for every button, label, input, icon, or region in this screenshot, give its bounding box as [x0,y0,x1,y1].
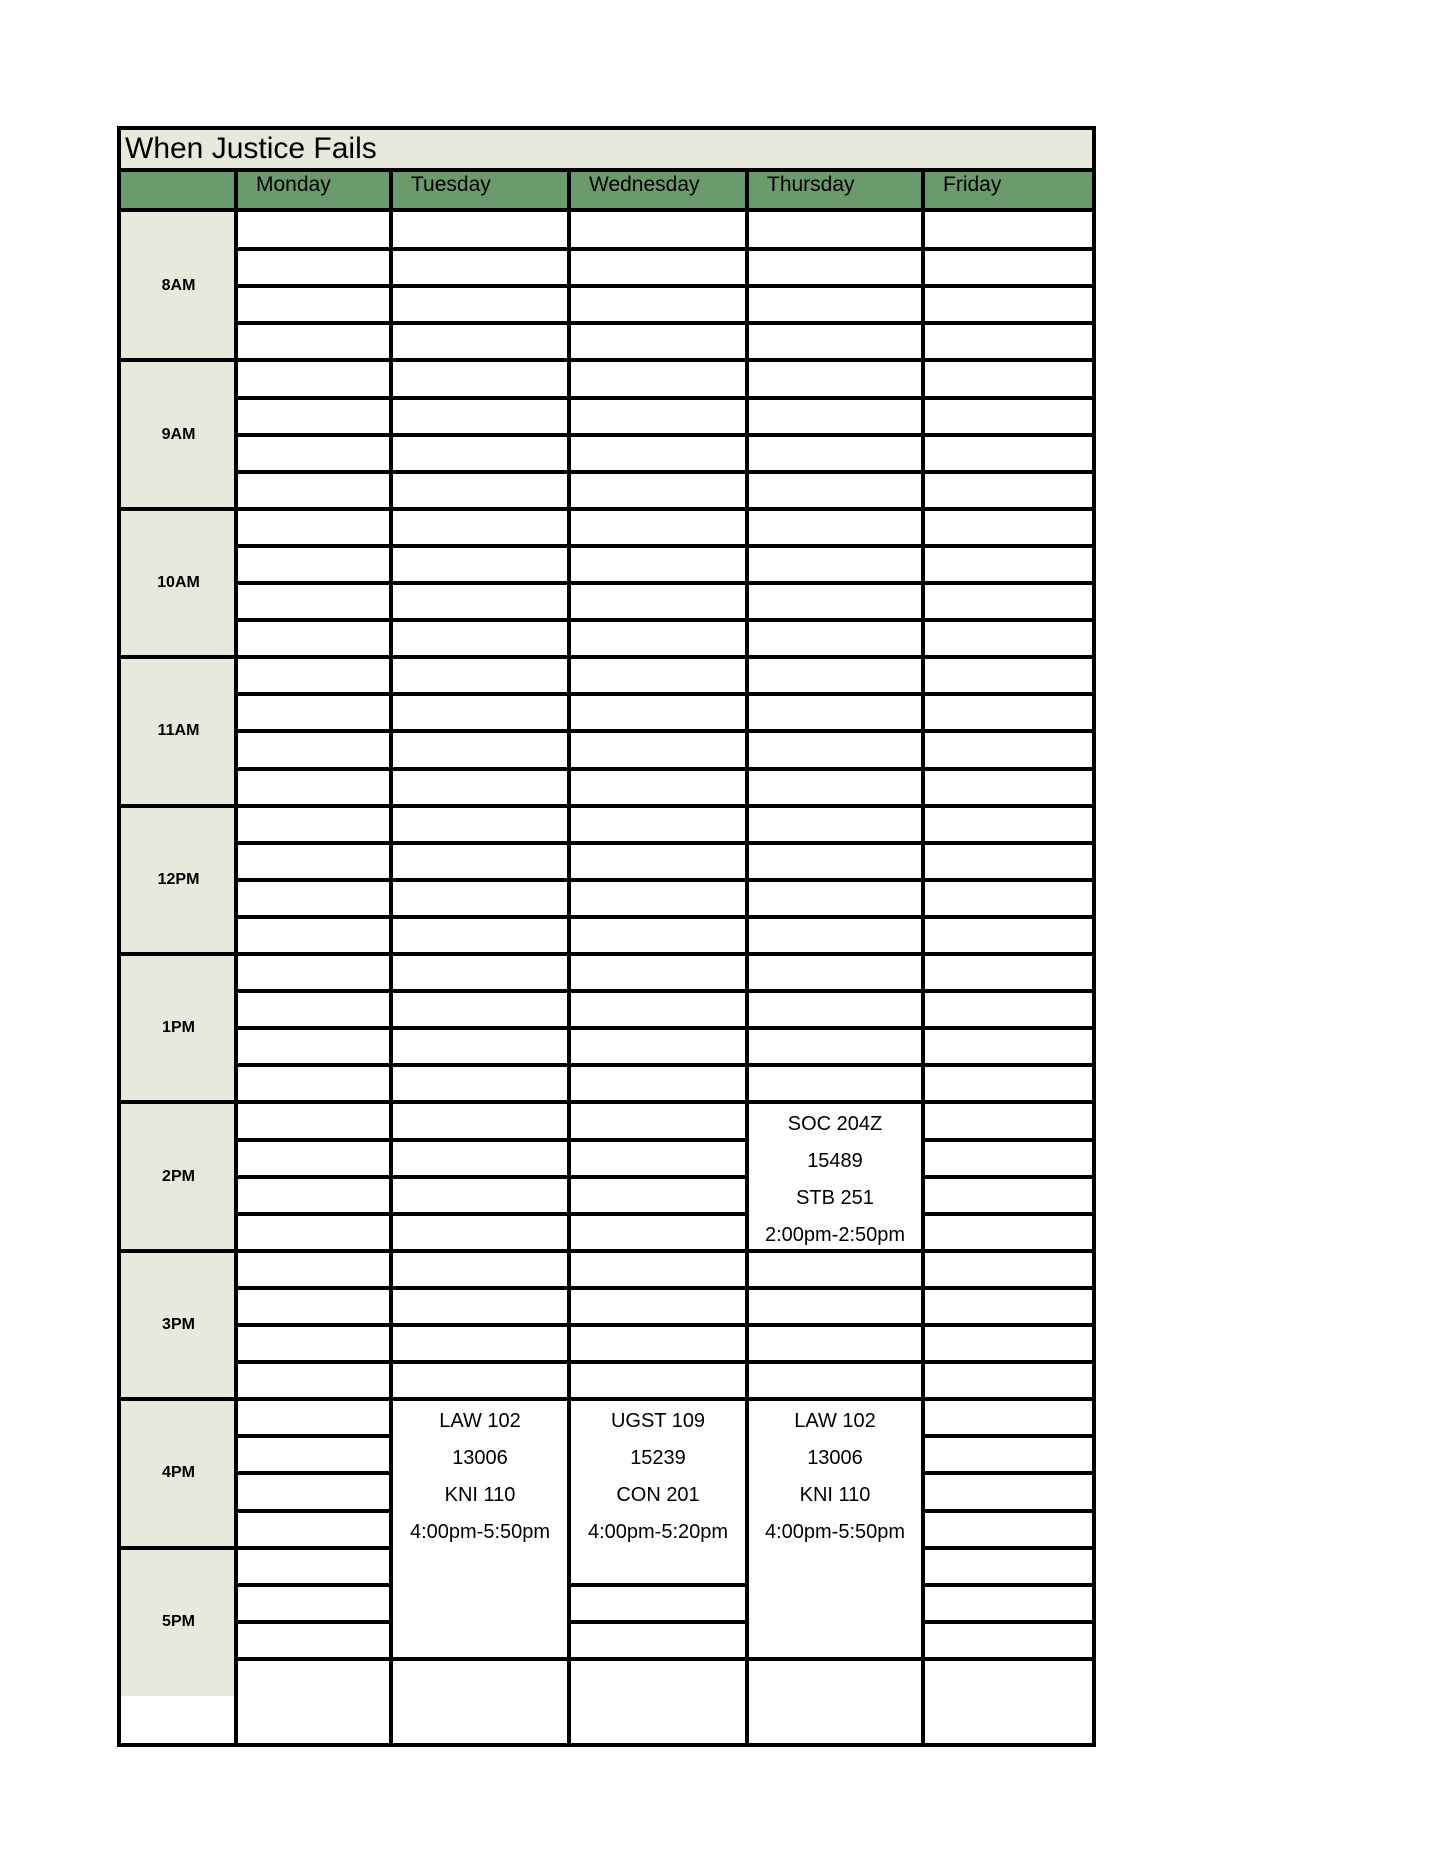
class-block-line: CON 201 [616,1484,700,1507]
time-label-8am: 8AM [121,212,236,360]
slot-divider [236,1657,1092,1661]
class-block-line: KNI 110 [799,1484,871,1507]
class-block-line: UGST 109 [610,1410,706,1433]
hour-divider [121,655,1092,659]
day-header-friday: Friday [923,172,1092,212]
class-block-line: LAW 102 [794,1410,876,1433]
class-block[interactable] [393,1401,567,1657]
class-block[interactable] [749,1104,921,1248]
day-header-tuesday: Tuesday [391,172,569,212]
class-block-line: SOC 204Z [787,1113,883,1136]
hour-divider [121,804,1092,808]
slot-divider [236,321,1092,325]
slot-divider [236,767,1092,771]
slot-divider [236,989,1092,993]
header-corner [121,172,236,212]
day-header-thursday: Thursday [747,172,923,212]
slot-divider [236,1583,1092,1587]
slot-divider [236,878,1092,882]
class-block-line: 13006 [452,1447,508,1470]
time-label-12pm: 12PM [121,806,236,954]
hour-divider [121,952,1092,956]
slot-divider [236,1323,1092,1327]
time-label-2pm: 2PM [121,1102,236,1250]
time-label-4pm: 4PM [121,1399,236,1547]
hour-divider [121,507,1092,511]
class-block[interactable] [571,1401,745,1583]
slot-divider [236,396,1092,400]
slot-divider [236,1212,1092,1216]
slot-divider [236,1620,1092,1624]
hour-divider [121,1249,1092,1253]
schedule-table [117,126,1096,1747]
time-label-3pm: 3PM [121,1251,236,1399]
class-block-line: 2:00pm-2:50pm [764,1224,906,1247]
class-block-line: KNI 110 [444,1484,516,1507]
hour-divider [121,358,1092,362]
day-header-monday: Monday [236,172,391,212]
column-divider [234,172,238,1743]
hour-divider [121,1100,1092,1104]
slot-divider [236,915,1092,919]
slot-divider [236,247,1092,251]
slot-divider [236,618,1092,622]
schedule-title: When Justice Fails [121,130,1092,172]
slot-divider [236,470,1092,474]
time-label-11am: 11AM [121,657,236,805]
class-block-line: 4:00pm-5:50pm [764,1521,906,1544]
time-label-5pm: 5PM [121,1548,236,1696]
time-label-1pm: 1PM [121,954,236,1102]
time-label-9am: 9AM [121,360,236,508]
slot-divider [236,433,1092,437]
slot-divider [236,1063,1092,1067]
time-label-10am: 10AM [121,509,236,657]
slot-divider [236,1138,1092,1142]
day-header-wednesday: Wednesday [569,172,747,212]
slot-divider [236,729,1092,733]
slot-divider [236,1286,1092,1290]
class-block-line: 15489 [807,1150,863,1173]
class-block-line: LAW 102 [439,1410,521,1433]
slot-divider [236,544,1092,548]
class-block-line: 15239 [630,1447,686,1470]
header-divider [121,208,1092,212]
slot-divider [236,1175,1092,1179]
class-block[interactable] [749,1401,921,1657]
class-block-line: 4:00pm-5:20pm [587,1521,729,1544]
class-block-line: 13006 [807,1447,863,1470]
slot-divider [236,1026,1092,1030]
slot-divider [236,1360,1092,1364]
class-block-line: 4:00pm-5:50pm [409,1521,551,1544]
slot-divider [236,581,1092,585]
slot-divider [236,692,1092,696]
column-divider [921,172,925,1743]
class-block-line: STB 251 [796,1187,874,1210]
slot-divider [236,284,1092,288]
slot-divider [236,841,1092,845]
